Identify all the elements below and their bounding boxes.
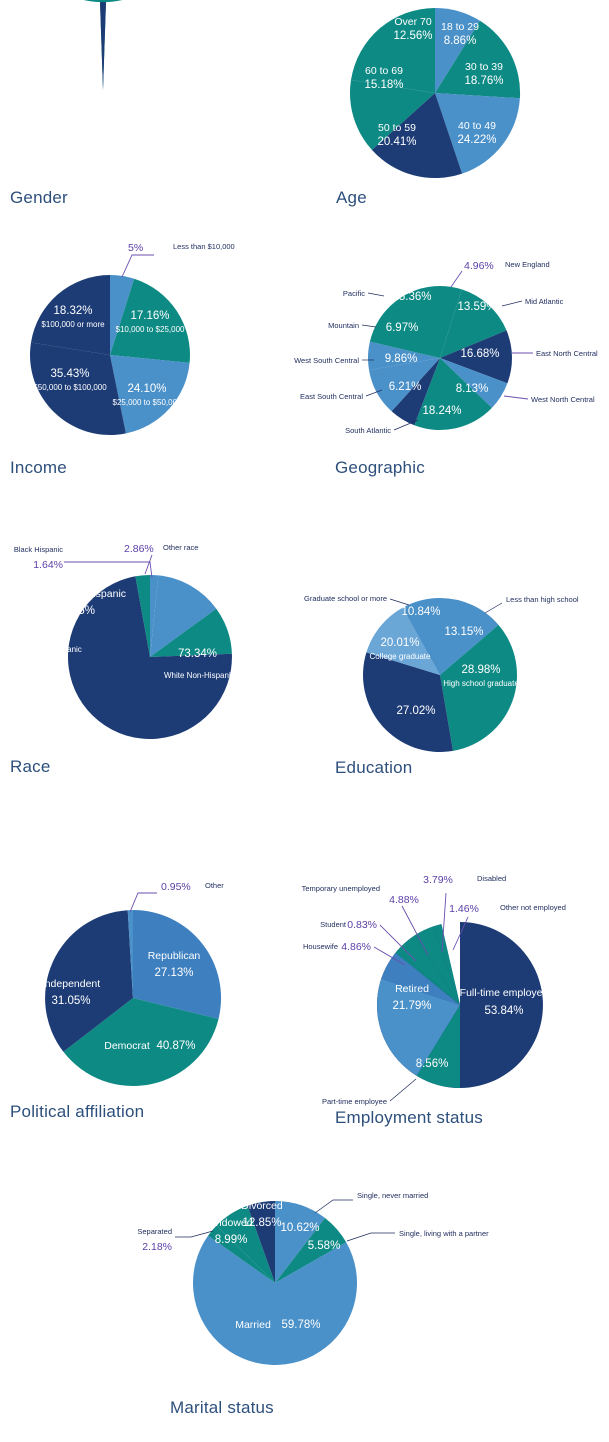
label-married: Married [235,1319,271,1331]
pie-marital [110,1175,609,1420]
pct-female: 51.23% [36,98,76,110]
pct-40-49: 24.22% [457,134,497,146]
pct-male: 48.77% [127,98,167,110]
label-separated: Separated [137,1227,172,1236]
pie-education [270,545,609,760]
pct-30-39: 18.76% [464,75,504,87]
label-10k-25k: $10,000 to $25,000 [115,325,185,334]
label-lt-10k: Less than $10,000 [173,242,235,251]
label-republican: Republican [147,950,201,962]
pct-50-59: 20.41% [377,136,417,148]
chart-gender [0,0,260,215]
leader-lt-10k [122,255,154,277]
pct-some-college: 27.02% [396,705,436,717]
label-temp-unemployed: Temporary unemployed [301,884,380,893]
leader-mid-atlantic [502,301,522,306]
chart-race [0,530,300,780]
pct-east-south-central: 6.21% [388,381,422,393]
label-housewife: Housewife [302,942,338,951]
pct-18-29: 8.86% [443,35,477,47]
pct-west-south-central: 9.86% [384,353,418,365]
pct-mid-atlantic: 13.59% [457,301,497,313]
label-18-29: 18 to 29 [441,21,479,33]
pct-housewife: 4.86% [341,941,371,953]
label-divorced: Divorced [241,1200,283,1212]
leader-mountain [362,325,376,327]
pct-west-north-central: 8.13% [455,383,489,395]
pie-gender [0,0,230,190]
chart-education [270,545,609,780]
chart-age [320,0,609,215]
label-white-hispanic: White Hispanic [56,588,127,600]
pct-highschool-grad: 28.98% [461,664,501,676]
pct-single-partner: 5.58% [307,1240,341,1252]
label-student: Student [320,920,346,929]
label-male: Male [135,77,159,89]
title-gender: Gender [10,188,68,207]
pct-50k-100k: 35.43% [50,368,90,380]
label-25k-50k: $25,000 to $50,000 [112,398,182,407]
pct-widowed: 8.99% [214,1234,248,1246]
label-east-north-central: East North Central [536,349,598,358]
pct-democrat: 40.87% [156,1040,196,1052]
title-geographic: Geographic [335,458,425,477]
pct-independent: 31.05% [51,995,91,1007]
title-employment: Employment status [335,1108,483,1127]
label-west-south-central: West South Central [294,356,359,365]
pct-student: 0.83% [347,919,377,931]
pct-married: 59.78% [281,1319,321,1331]
pct-other-political: 0.95% [161,881,191,893]
label-grad-school: Graduate school or more [304,594,387,603]
label-other-race: Other race [163,543,199,552]
pie-political [0,880,290,1120]
pct-full-time: 53.84% [484,1005,524,1017]
label-female: Female [38,77,74,89]
label-40-49: 40 to 49 [458,120,496,132]
leader-part-time [390,1079,416,1101]
label-white-non-hispanic: White Non-Hispanic [164,671,235,680]
pct-10k-25k: 17.16% [130,310,170,322]
label-30-39: 30 to 39 [465,61,503,73]
title-age: Age [336,188,367,207]
label-part-time: Part-time employee [321,1097,387,1106]
label-50-59: 50 to 59 [378,122,416,134]
leader-separated [175,1231,213,1237]
leader-new-england [451,271,462,287]
label-over-70: Over 70 [394,16,432,28]
pct-black-hispanic: 1.64% [33,559,63,571]
chart-income [0,240,300,485]
label-west-north-central: West North Central [531,395,595,404]
pct-other-not-employed: 1.46% [449,903,479,915]
pie-race [0,530,290,755]
pct-100k-plus: 18.32% [53,305,93,317]
chart-employment [280,860,609,1145]
leader-other-political [130,893,157,912]
pct-separated: 2.18% [142,1241,172,1253]
label-black-non-hispanic: Black Non-Hispanic [12,645,82,654]
label-widowed: Widowed [209,1217,253,1229]
chart-political [0,880,300,1145]
label-other-political: Other [205,881,224,890]
pie-geographic [294,240,609,465]
pct-lt-10k: 5% [128,242,144,254]
title-political: Political affiliation [10,1102,145,1121]
slice-male[interactable] [100,2,106,90]
leader-west-north-central [504,396,528,399]
pct-black-non-hispanic: 9.7% [35,629,62,641]
label-60-69: 60 to 69 [365,65,403,77]
pct-grad-school: 10.84% [401,606,441,618]
label-south-atlantic: South Atlantic [345,426,391,435]
label-single-partner: Single, living with a partner [399,1229,489,1238]
label-lt-highschool: Less than high school [506,595,579,604]
chart-geographic [294,240,609,485]
pct-east-north-central: 16.68% [460,348,500,360]
pct-25k-50k: 24.10% [127,383,167,395]
label-black-hispanic: Black Hispanic [13,545,63,554]
pct-white-hispanic: 12.45% [56,605,96,617]
pct-lt-highschool: 13.15% [444,626,484,638]
pct-white-non-hispanic: 73.34% [178,648,218,660]
pct-divorced: 12.85% [242,1217,282,1229]
pct-disabled: 3.79% [423,874,453,886]
leader-black-hispanic [64,562,152,578]
pct-over-70: 12.56% [393,30,433,42]
pct-pacific: 15.36% [392,291,432,303]
pct-part-time: 8.56% [415,1058,449,1070]
label-50k-100k: $50,000 to $100,000 [33,383,107,392]
leader-single-never-married [315,1200,353,1213]
label-mountain: Mountain [328,321,359,330]
pie-employment [280,860,609,1125]
label-disabled: Disabled [477,874,507,883]
leader-grad-school [390,599,409,605]
title-race: Race [10,757,51,776]
pct-south-atlantic: 18.24% [422,405,462,417]
label-full-time: Full-time employee [459,987,549,999]
title-income: Income [10,458,67,477]
pct-single-never-married: 10.62% [280,1222,320,1234]
label-retired: Retired [395,983,429,995]
leader-pacific [368,293,384,296]
title-marital: Marital status [170,1398,274,1417]
pct-new-england: 4.96% [464,260,494,272]
label-other-not-employed: Other not employed [500,903,566,912]
label-100k-plus: $100,000 or more [41,320,105,329]
label-mid-atlantic: Mid Atlantic [525,297,564,306]
pct-other-race: 2.86% [124,543,154,555]
chart-marital [110,1175,609,1442]
label-highschool-grad: High school graduate [443,679,519,688]
pct-republican: 27.13% [154,967,194,979]
label-new-england: New England [505,260,550,269]
pct-60-69: 15.18% [364,79,404,91]
pct-retired: 21.79% [392,1000,432,1012]
pct-mountain: 6.97% [385,322,419,334]
pct-temp-unemployed: 4.88% [389,894,419,906]
pie-income [0,240,290,465]
pct-college-grad: 20.01% [380,637,420,649]
label-east-south-central: East South Central [300,392,363,401]
label-pacific: Pacific [342,289,365,298]
pie-age [320,0,580,190]
label-democrat: Democrat [104,1040,150,1052]
title-education: Education [335,758,413,777]
label-college-grad: College graduate [369,652,431,661]
leader-lt-highschool [485,603,502,613]
label-independent: Independent [41,978,101,990]
leader-single-partner [347,1233,395,1241]
label-single-never-married: Single, never married [357,1191,429,1200]
